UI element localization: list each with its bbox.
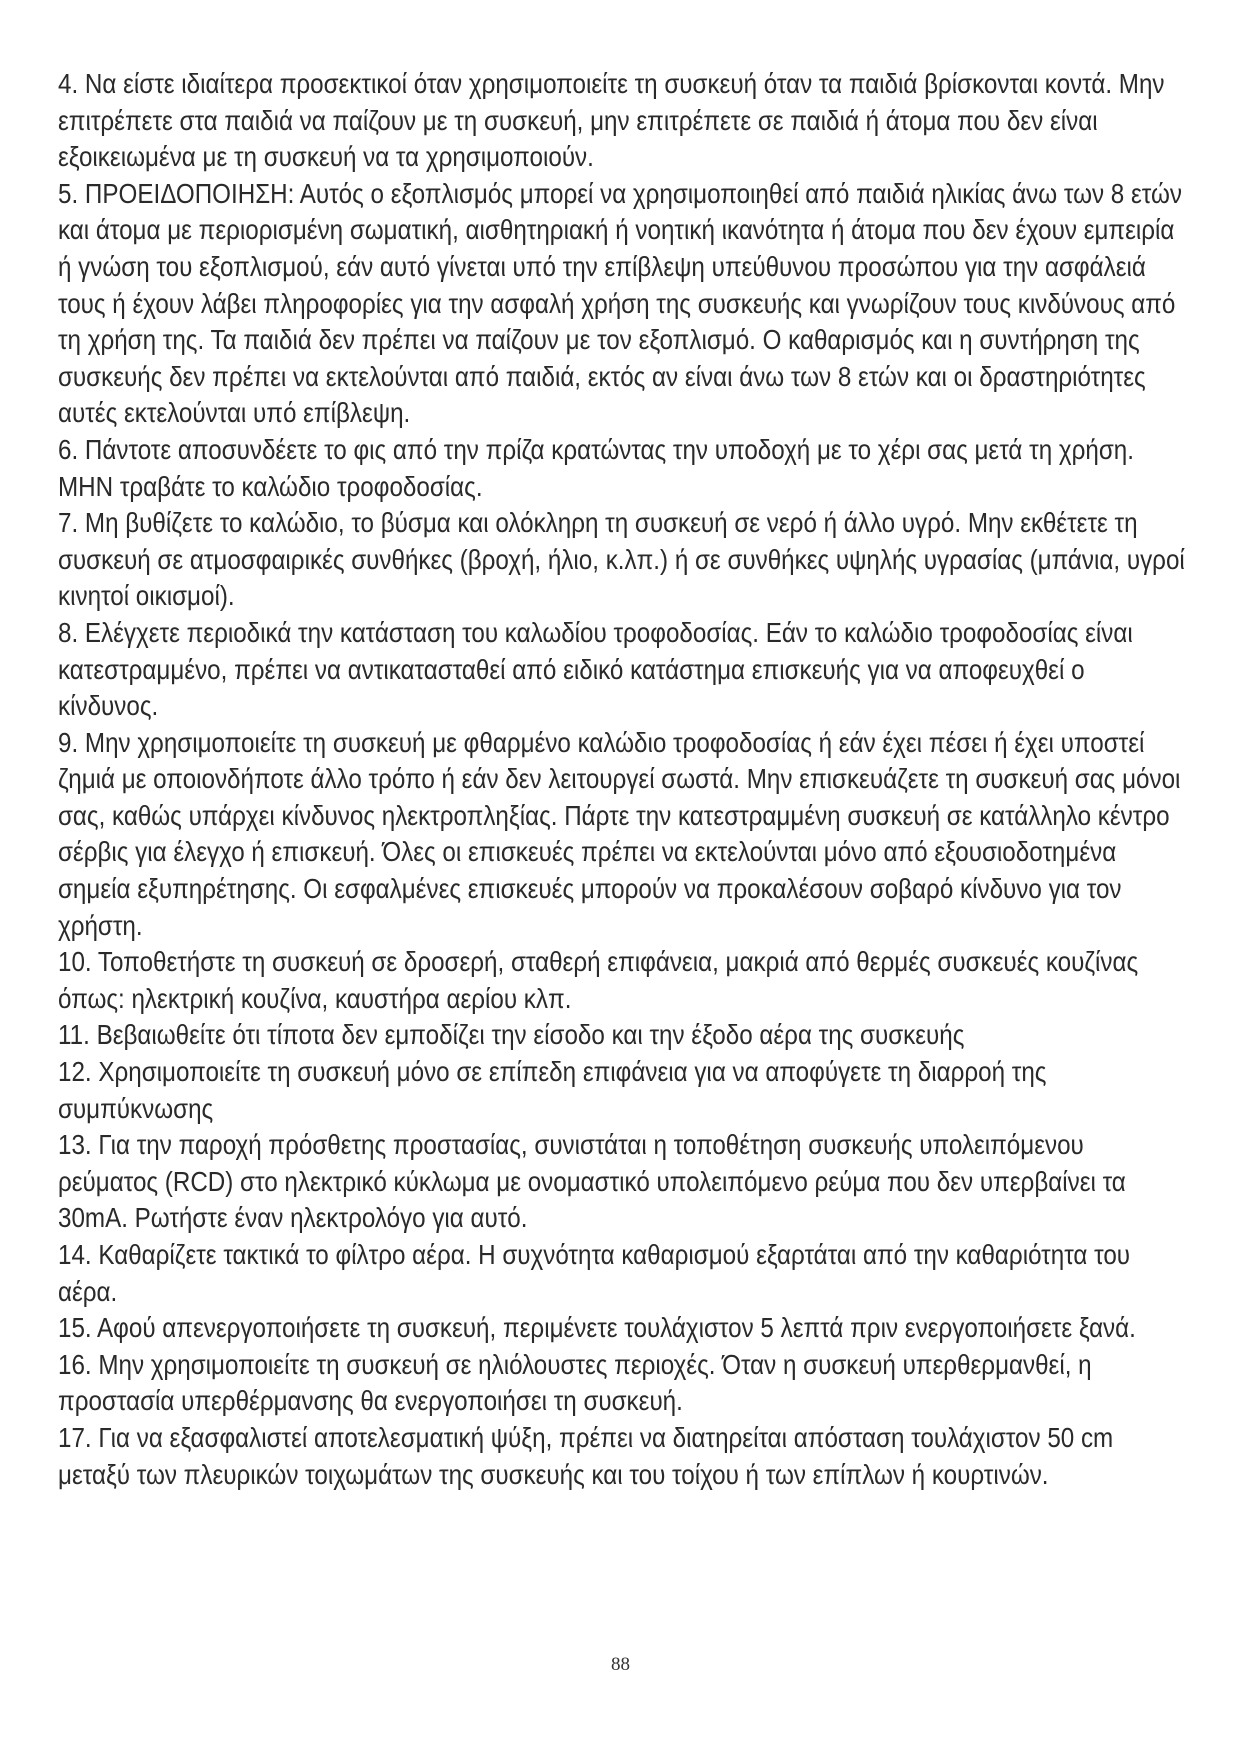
instruction-6: 6. Πάντοτε αποσυνδέετε το φις από την πρίζα κρατώντας την υποδοχή με το χέρι σας μετά τη χρήση. ΜΗΝ τραβάτε το καλώδιο τροφοδοσίας. bbox=[58, 433, 1134, 502]
instruction-14: 14. Καθαρίζετε τακτικά το φίλτρο αέρα. Η συχνότητα καθαρισμού εξαρτάται από την καθαριότητα του αέρα. bbox=[58, 1239, 1131, 1307]
instruction-15: 15. Αφού απενεργοποιήσετε τη συσκευή, περιμένετε τουλάχιστον 5 λεπτά πριν ενεργοποιήσετε ξανά. bbox=[58, 1312, 1136, 1344]
instruction-17: 17. Για να εξασφαλιστεί αποτελεσματική ψύξη, πρέπει να διατηρείται απόσταση τουλάχιστον 50 cm μεταξύ των πλευρικών τοιχωμάτων της συσκευής και του τοίχου ή των επίπλων ή κουρτινών. bbox=[58, 1421, 1114, 1490]
instruction-9: 9. Μην χρησιμοποιείτε τη συσκευή με φθαρμένο καλώδιο τροφοδοσίας ή εάν έχει πέσει ή έχει υποστεί ζημιά με οποιονδήποτε άλλο τρόπο ή εάν δεν λειτουργεί σωστά. Μην επισκευάζετε τη συσκευή σας μόνοι σας, καθώς υπάρχει κίνδυνος ηλεκτροπληξίας. Πάρτε την κατεστραμμένη συσκευή σε κατάλληλο κέντρο σέρβις για έλεγχο ή επισκευή. Όλες οι επισκευές πρέπει να εκτελούνται μόνο από εξουσιοδοτημένα σημεία εξυπηρέτησης. Οι εσφαλμένες επισκευές μπορούν να προκαλέσουν σοβαρό κίνδυνο για τον χρήστη. bbox=[58, 726, 1181, 941]
instruction-13: 13. Για την παροχή πρόσθετης προστασίας, συνιστάται η τοποθέτηση συσκευής υπολειπόμενου ρεύματος (RCD) στο ηλεκτρικό κύκλωμα με ονομαστικό υπολειπόμενο ρεύμα που δεν υπερβαίνει τα 30mA. Ρωτήστε έναν ηλεκτρολόγο για αυτό. bbox=[58, 1129, 1126, 1234]
instruction-12: 12. Χρησιμοποιείτε τη συσκευή μόνο σε επίπεδη επιφάνεια για να αποφύγετε τη διαρροή της συμπύκνωσης bbox=[58, 1056, 1047, 1124]
instruction-11: 11. Βεβαιωθείτε ότι τίποτα δεν εμποδίζει την είσοδο και την έξοδο αέρα της συσκευής bbox=[58, 1019, 965, 1051]
instruction-16: 16. Μην χρησιμοποιείτε τη συσκευή σε ηλιόλουστες περιοχές. Όταν η συσκευή υπερθερμανθεί, η προστασία υπερθέρμανσης θα ενεργοποιήσει τη συσκευή. bbox=[58, 1348, 1092, 1417]
safety-instructions-list bbox=[58, 66, 1188, 1493]
instruction-10: 10. Τοποθετήστε τη συσκευή σε δροσερή, σταθερή επιφάνεια, μακριά από θερμές συσκευές κουζίνας όπως: ηλεκτρική κουζίνα, καυστήρα αερίου κλπ. bbox=[58, 946, 1139, 1014]
instruction-7: 7. Μη βυθίζετε το καλώδιο, το βύσμα και ολόκληρη τη συσκευή σε νερό ή άλλο υγρό. Μην εκθέτετε τη συσκευή σε ατμοσφαιρικές συνθήκες (βροχή, ήλιο, κ.λπ.) ή σε συνθήκες υψηλής υγρασίας (μπάνια, υγροί κινητοί οικισμοί). bbox=[58, 507, 1185, 612]
instruction-5: 5. ΠΡΟΕΙΔΟΠΟΙΗΣΗ: Αυτός ο εξοπλισμός μπορεί να χρησιμοποιηθεί από παιδιά ηλικίας άνω των 8 ετών και άτομα με περιορισμένη σωματική, αισθητηριακή ή νοητική ικανότητα ή άτομα που δεν έχουν εμπειρία ή γνώση του εξοπλισμού, εάν αυτό γίνεται υπό την επίβλεψη υπεύθυνου προσώπου για την ασφάλειά τους ή έχουν λάβει πληροφορίες για την ασφαλή χρήση της συσκευής και γνωρίζουν τους κινδύνους από τη χρήση της. Τα παιδιά δεν πρέπει να παίζουν με τον εξοπλισμό. Ο καθαρισμός και η συντήρηση της συσκευής δεν πρέπει να εκτελούνται από παιδιά, εκτός αν είναι άνω των 8 ετών και οι δραστηριότητες αυτές εκτελούνται υπό επίβλεψη. bbox=[58, 177, 1182, 429]
page-number: 88 bbox=[611, 1654, 630, 1675]
instruction-8: 8. Ελέγχετε περιοδικά την κατάσταση του καλωδίου τροφοδοσίας. Εάν το καλώδιο τροφοδοσίας είναι κατεστραμμένο, πρέπει να αντικατασταθεί από ειδικό κατάστημα επισκευής για να αποφευχθεί ο κίνδυνος. bbox=[58, 616, 1133, 722]
instruction-4: 4. Να είστε ιδιαίτερα προσεκτικοί όταν χρησιμοποιείτε τη συσκευή όταν τα παιδιά βρίσκονται κοντά. Μην επιτρέπετε στα παιδιά να παίζουν με τη συσκευή, μην επιτρέπετε σε παιδιά ή άτομα που δεν είναι εξοικειωμένα με τη συσκευή να τα χρησιμοποιούν. bbox=[58, 68, 1165, 173]
